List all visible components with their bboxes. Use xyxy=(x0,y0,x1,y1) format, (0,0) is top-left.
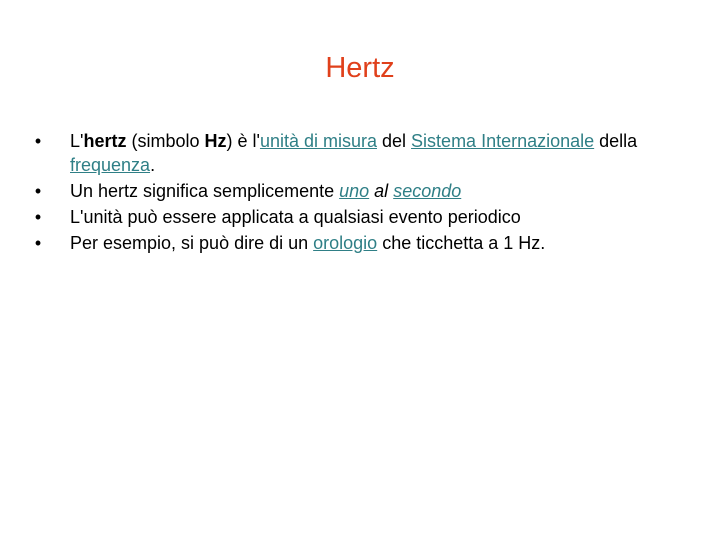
bullet-list xyxy=(28,129,688,257)
text-segment-al: al xyxy=(369,181,394,201)
bullet-icon: • xyxy=(34,131,42,151)
bullet-item-1 xyxy=(28,129,688,177)
bold-term-hertz: hertz xyxy=(83,131,127,151)
link-uno[interactable]: uno xyxy=(339,181,370,201)
link-sistema-internazionale[interactable]: Sistema Internazionale xyxy=(411,131,595,151)
bold-term-hz: Hz xyxy=(204,131,227,151)
text-segment: (simbolo xyxy=(126,131,205,151)
bullet-item-4 xyxy=(28,231,688,255)
text-segment: del xyxy=(377,131,412,151)
bullet-icon: • xyxy=(34,207,42,227)
bullet-item-3 xyxy=(28,205,688,229)
link-frequenza[interactable]: frequenza xyxy=(70,155,151,175)
text-segment: Per esempio, si può dire di un xyxy=(70,233,314,253)
link-orologio[interactable]: orologio xyxy=(313,233,378,253)
bullet-icon: • xyxy=(34,233,42,253)
text-segment: che ticchetta a 1 Hz. xyxy=(377,233,546,253)
text-segment: ) è l' xyxy=(226,131,260,151)
text-segment: della xyxy=(594,131,638,151)
link-secondo[interactable]: secondo xyxy=(393,181,462,201)
bullet-item-2 xyxy=(28,179,688,203)
text-segment: L'unità può essere applicata a qualsiasi evento periodico xyxy=(70,207,521,227)
slide-title: Hertz xyxy=(325,52,395,84)
link-unita-di-misura[interactable]: unità di misura xyxy=(259,131,378,151)
bullet-icon: • xyxy=(34,181,42,201)
text-segment: L' xyxy=(70,131,84,151)
text-segment: Un hertz significa semplicemente xyxy=(70,181,340,201)
text-segment: . xyxy=(150,155,156,175)
